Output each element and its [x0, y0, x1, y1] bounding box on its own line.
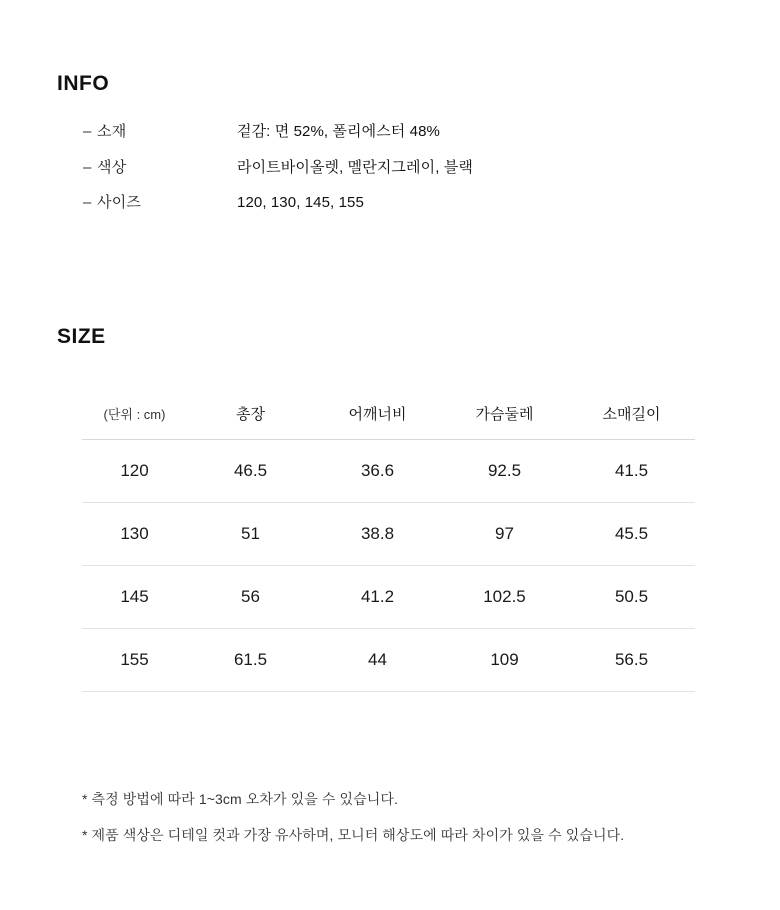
table-row: [82, 566, 695, 629]
note-measurement-tolerance: * 측정 방법에 따라 1~3cm 오차가 있을 수 있습니다.: [82, 791, 398, 807]
info-list: [57, 122, 727, 213]
cell-shoulder: 36.6: [360, 461, 395, 480]
cell-chest: 109: [490, 650, 519, 669]
cell-sleeve: 45.5: [614, 524, 649, 543]
info-row-size: [57, 193, 727, 213]
cell-sleeve: 50.5: [614, 587, 649, 606]
cell-size: 120: [120, 461, 149, 480]
cell-length: 61.5: [233, 650, 268, 669]
size-table: [82, 387, 695, 692]
size-section-title: SIZE: [57, 325, 106, 348]
cell-chest: 92.5: [487, 461, 522, 480]
note-color-disclaimer: * 제품 색상은 디테일 컷과 가장 유사하며, 모니터 해상도에 따라 차이가 있을 수 있습니다.: [82, 826, 625, 843]
column-header-sleeve: 소매길이: [602, 405, 661, 423]
column-header-unit: (단위 : cm): [103, 406, 166, 422]
table-header-row: [82, 387, 695, 440]
cell-shoulder: 44: [368, 650, 387, 669]
cell-chest: 102.5: [483, 587, 526, 606]
table-row: [82, 503, 695, 566]
table-row: [82, 629, 695, 692]
size-table-body: [82, 440, 695, 692]
info-value-size: 120, 130, 145, 155: [237, 194, 364, 211]
notes-section: [82, 775, 722, 846]
cell-size: 155: [120, 650, 149, 669]
cell-length: 51: [241, 524, 260, 543]
dash-icon: –: [83, 158, 92, 176]
cell-size: 130: [120, 524, 149, 543]
cell-sleeve: 56.5: [614, 650, 649, 669]
table-row: [82, 440, 695, 503]
cell-sleeve: 41.5: [614, 461, 649, 480]
cell-size: 145: [120, 587, 149, 606]
info-row-material: [57, 122, 727, 142]
column-header-length: 총장: [236, 405, 265, 423]
cell-shoulder: 41.2: [360, 587, 395, 606]
size-section: [57, 325, 727, 692]
dash-icon: –: [83, 123, 92, 140]
column-header-shoulder: 어깨너비: [348, 405, 407, 423]
dash-icon: –: [83, 194, 92, 211]
info-value-color: 라이트바이올렛, 멜란지그레이, 블랙: [237, 158, 473, 176]
info-row-color: [57, 158, 727, 178]
info-section-title: INFO: [57, 72, 110, 95]
info-label-color: 색상: [97, 158, 127, 176]
info-section: [57, 72, 727, 213]
info-label-material: 소재: [97, 123, 127, 140]
info-value-material: 겉감: 면 52%, 폴리에스터 48%: [237, 123, 440, 140]
cell-shoulder: 38.8: [360, 524, 395, 543]
cell-length: 56: [241, 587, 260, 606]
cell-chest: 97: [495, 524, 514, 543]
size-table-head: [82, 387, 695, 440]
column-header-chest: 가슴둘레: [475, 405, 534, 423]
cell-length: 46.5: [233, 461, 268, 480]
info-label-size: 사이즈: [97, 194, 142, 211]
